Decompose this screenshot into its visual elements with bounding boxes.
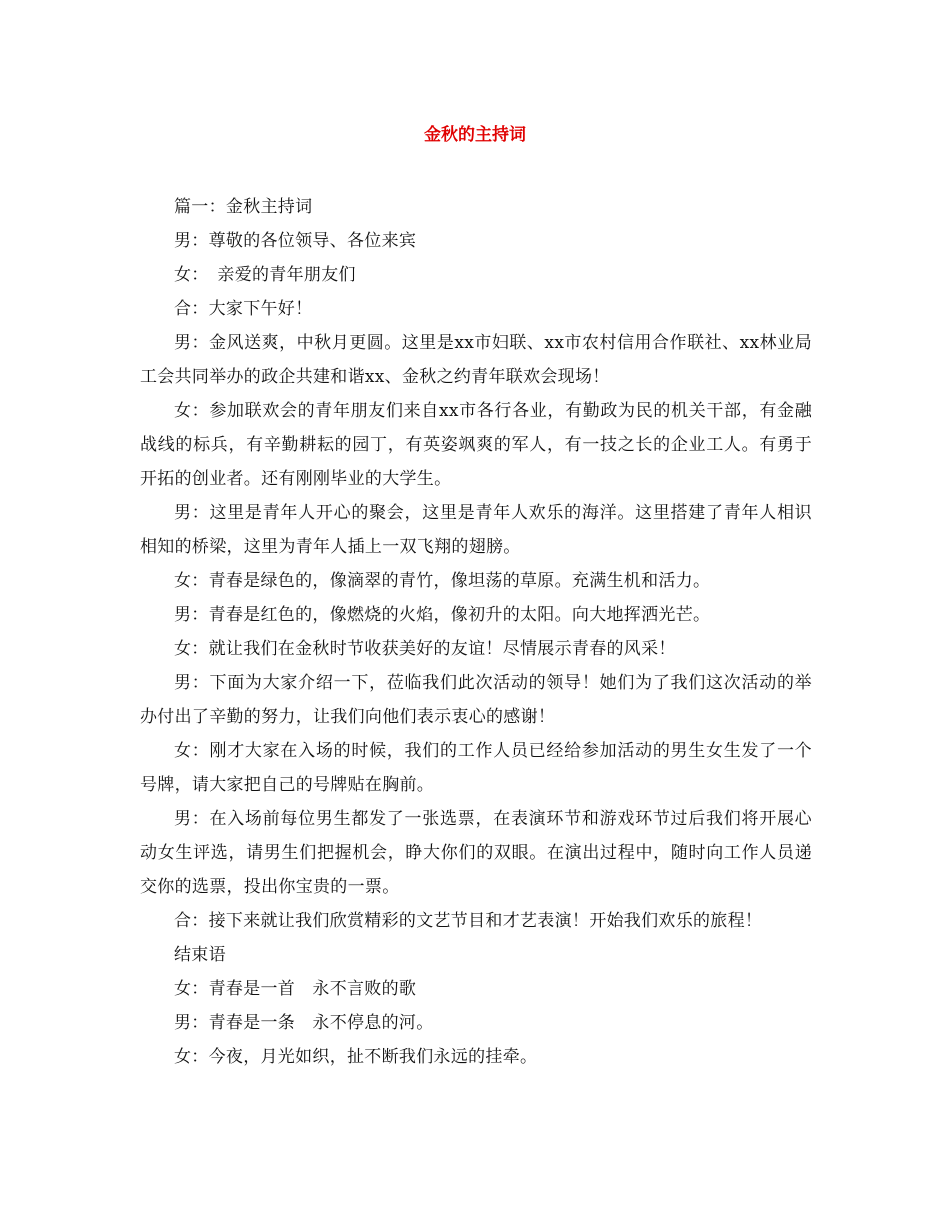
paragraph: 合：大家下午好！	[174, 299, 313, 319]
paragraph: 女：青春是绿色的，像滴翠的青竹，像坦荡的草原。充满生机和活力。	[174, 571, 711, 591]
paragraph: 男：金风送爽，中秋月更圆。这里是xx市妇联、xx市农村信用合作联社、xx林业局工会共同举办的政企共建和谐xx、金秋之约青年联欢会现场！	[140, 333, 812, 387]
paragraph: 结束语	[174, 945, 226, 965]
paragraph: 女：参加联欢会的青年朋友们来自xx市各行各业，有勤政为民的机关干部，有金融战线的标兵，有辛勤耕耘的园丁，有英姿飒爽的军人，有一技之长的企业工人。有勇于开拓的创业者。还有刚刚毕业的大学生。	[140, 401, 812, 489]
paragraph: 女： 亲爱的青年朋友们	[174, 265, 356, 285]
paragraph: 男：青春是红色的，像燃烧的火焰，像初升的太阳。向大地挥洒光芒。	[174, 605, 711, 625]
document-title: 金秋的主持词	[424, 125, 526, 145]
paragraph: 男：下面为大家介绍一下，莅临我们此次活动的领导！她们为了我们这次活动的举办付出了辛勤的努力，让我们向他们表示衷心的感谢！	[140, 673, 812, 727]
paragraph: 女：刚才大家在入场的时候，我们的工作人员已经给参加活动的男生女生发了一个号牌，请大家把自己的号牌贴在胸前。	[140, 741, 812, 795]
paragraph: 男：在入场前每位男生都发了一张选票，在表演环节和游戏环节过后我们将开展心动女生评选，请男生们把握机会，睁大你们的双眼。在演出过程中，随时向工作人员递交你的选票，投出你宝贵的一票。	[140, 809, 812, 897]
paragraph: 女：青春是一首 永不言败的歌	[174, 979, 417, 999]
paragraph: 合：接下来就让我们欣赏精彩的文艺节目和才艺表演！开始我们欢乐的旅程！	[174, 911, 763, 931]
document-body	[140, 190, 812, 1074]
paragraph: 篇一：金秋主持词	[174, 197, 313, 217]
paragraph: 女：就让我们在金秋时节收获美好的友谊！尽情展示青春的风采！	[174, 639, 676, 659]
paragraph: 女：今夜，月光如织，扯不断我们永远的挂牵。	[174, 1047, 538, 1067]
paragraph: 男：青春是一条 永不停息的河。	[174, 1013, 434, 1033]
paragraph: 男：这里是青年人开心的聚会，这里是青年人欢乐的海洋。这里搭建了青年人相识相知的桥梁，这里为青年人插上一双飞翔的翅膀。	[140, 503, 812, 557]
paragraph: 男：尊敬的各位领导、各位来宾	[174, 231, 417, 251]
